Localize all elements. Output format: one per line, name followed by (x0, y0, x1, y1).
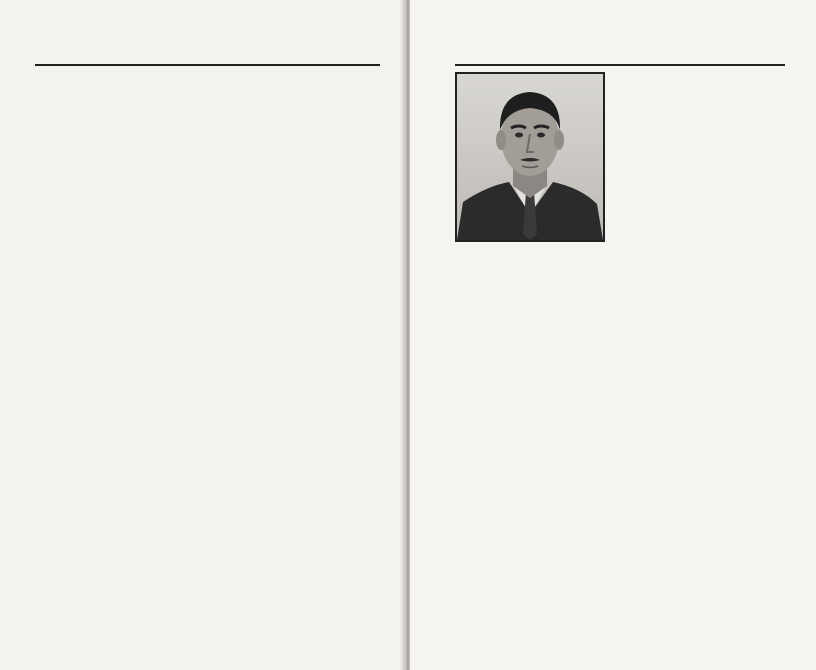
running-header-right (455, 44, 785, 66)
left-page (0, 0, 406, 670)
running-header-left (35, 44, 380, 66)
portrait-image (457, 74, 603, 240)
right-page (410, 0, 816, 670)
portrait-photo (455, 72, 605, 242)
